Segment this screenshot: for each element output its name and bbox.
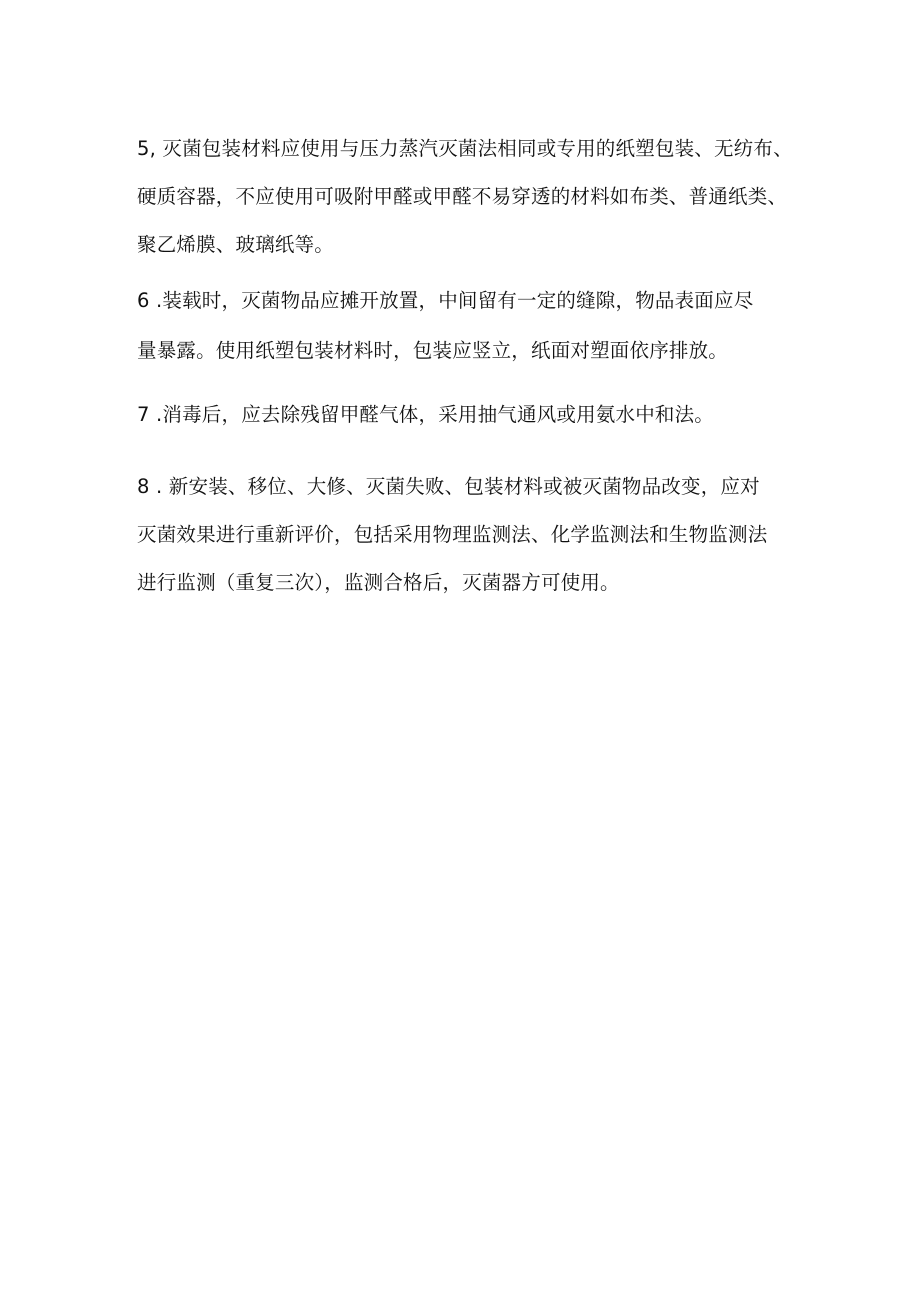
item-7-line-1: 7 .消毒后，应去除残留甲醛气体，采用抽气通风或用氨水中和法。 <box>137 403 715 426</box>
item-6-line-2: 量暴露。使用纸塑包装材料时，包装应竖立，纸面对塑面依序排放。 <box>137 339 729 362</box>
item-8-line-3: 进行监测（重复三次），监测合格后，灭菌器方可使用。 <box>137 571 620 594</box>
item-5-line-1: 5, 灭菌包装材料应使用与压力蒸汽灭菌法相同或专用的纸塑包装、无纺布、 <box>137 137 793 160</box>
item-8-line-1: 8 . 新安装、移位、大修、灭菌失败、包装材料或被灭菌物品改变，应对 <box>137 475 760 498</box>
item-8-line-2: 灭菌效果进行重新评价，包括采用物理监测法、化学监测法和生物监测法 <box>137 523 768 546</box>
item-6-line-1: 6 .装载时，灭菌物品应摊开放置，中间留有一定的缝隙，物品表面应尽 <box>137 289 754 312</box>
item-5-line-2: 硬质容器，不应使用可吸附甲醛或甲醛不易穿透的材料如布类、普通纸类、 <box>137 185 788 208</box>
item-5-line-3: 聚乙烯膜、玻璃纸等。 <box>137 233 335 256</box>
